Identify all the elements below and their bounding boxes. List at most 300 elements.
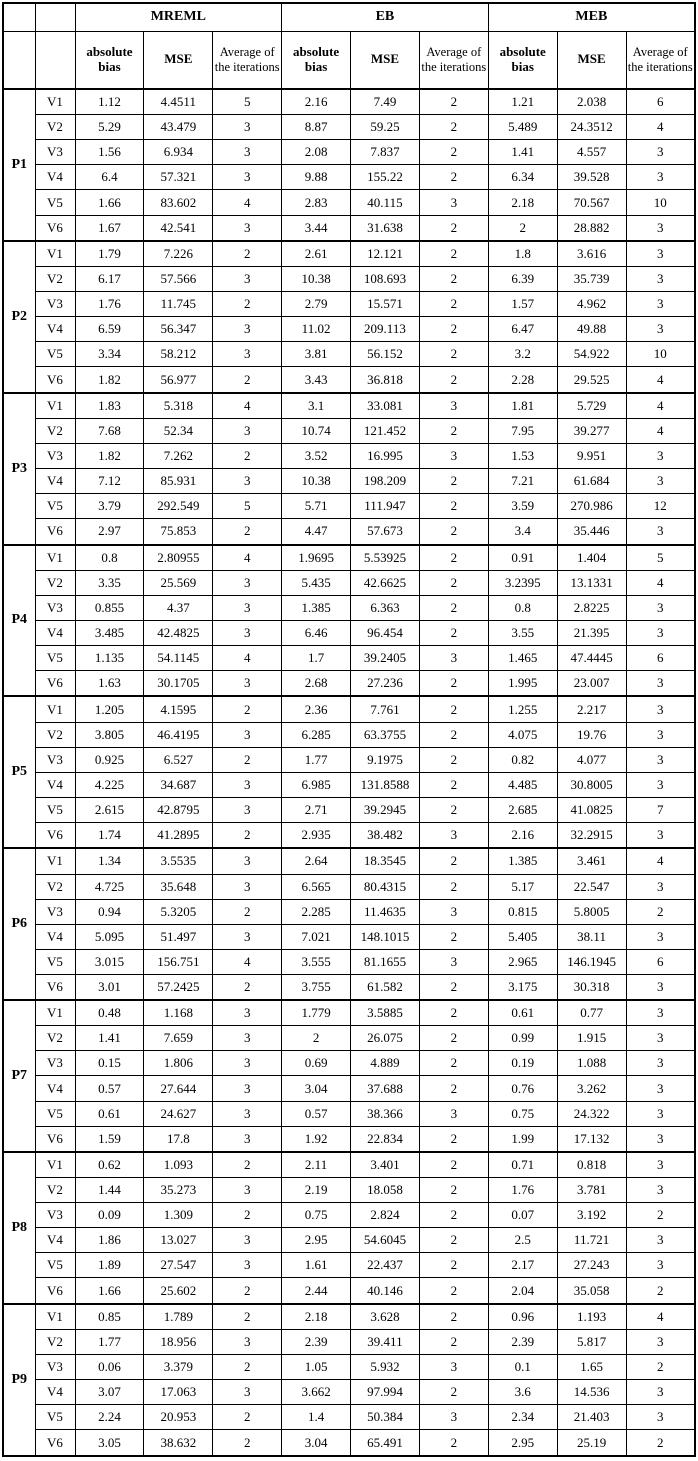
- cell-value: 0.71: [488, 1152, 557, 1178]
- cell-value: 3: [213, 418, 282, 443]
- row-label: V3: [35, 1051, 75, 1076]
- row-label: V6: [35, 215, 75, 241]
- cell-value: 1.093: [144, 1152, 213, 1178]
- cell-value: 1.77: [282, 747, 351, 772]
- cell-value: 1.404: [557, 545, 626, 571]
- cell-value: 32.2915: [557, 822, 626, 848]
- cell-value: 2: [419, 494, 488, 519]
- cell-value: 4: [213, 545, 282, 571]
- cell-value: 2.038: [557, 89, 626, 115]
- cell-value: 25.569: [144, 570, 213, 595]
- cell-value: 2.935: [282, 822, 351, 848]
- cell-value: 6.59: [75, 317, 144, 342]
- row-label: V4: [35, 1228, 75, 1253]
- cell-value: 1.57: [488, 292, 557, 317]
- cell-value: 2.34: [488, 1405, 557, 1430]
- cell-value: 2: [213, 444, 282, 469]
- cell-value: 3.2: [488, 342, 557, 367]
- table-row: [3, 469, 695, 494]
- cell-value: 1.255: [488, 696, 557, 722]
- cell-value: 2.16: [282, 89, 351, 115]
- cell-value: 2: [419, 620, 488, 645]
- cell-value: 2: [213, 1278, 282, 1304]
- table-row: [3, 444, 695, 469]
- cell-value: 57.321: [144, 165, 213, 190]
- cell-value: 209.113: [351, 317, 420, 342]
- subheader-mreml-mse: MSE: [144, 31, 213, 89]
- cell-value: 2.97: [75, 519, 144, 545]
- cell-value: 2: [419, 215, 488, 241]
- cell-value: 1.806: [144, 1051, 213, 1076]
- cell-value: 148.1015: [351, 924, 420, 949]
- cell-value: 36.818: [351, 367, 420, 393]
- results-table: [2, 2, 696, 1457]
- cell-value: 1.74: [75, 822, 144, 848]
- cell-value: 4.962: [557, 292, 626, 317]
- cell-value: 2: [419, 1380, 488, 1405]
- row-label: V1: [35, 1000, 75, 1026]
- cell-value: 30.1705: [144, 671, 213, 697]
- cell-value: 3: [213, 215, 282, 241]
- subheader-meb-mse: MSE: [557, 31, 626, 89]
- cell-value: 2.685: [488, 797, 557, 822]
- table-row: [3, 342, 695, 367]
- row-label: V6: [35, 1430, 75, 1456]
- cell-value: 0.57: [75, 1076, 144, 1101]
- cell-value: 146.1945: [557, 949, 626, 974]
- cell-value: 3: [213, 1126, 282, 1152]
- cell-value: 10: [626, 342, 695, 367]
- cell-value: 2: [488, 215, 557, 241]
- cell-value: 6.527: [144, 747, 213, 772]
- table-row: [3, 1430, 695, 1456]
- cell-value: 3: [626, 772, 695, 797]
- cell-value: 2: [419, 1304, 488, 1330]
- cell-value: 1.67: [75, 215, 144, 241]
- cell-value: 2.36: [282, 696, 351, 722]
- cell-value: 11.721: [557, 1228, 626, 1253]
- cell-value: 19.76: [557, 722, 626, 747]
- cell-value: 4.725: [75, 874, 144, 899]
- cell-value: 2: [419, 1000, 488, 1026]
- cell-value: 131.8588: [351, 772, 420, 797]
- cell-value: 3.781: [557, 1178, 626, 1203]
- cell-value: 3: [626, 444, 695, 469]
- row-label: V6: [35, 671, 75, 697]
- cell-value: 1.83: [75, 393, 144, 419]
- cell-value: 18.956: [144, 1330, 213, 1355]
- row-label: V5: [35, 1405, 75, 1430]
- cell-value: 57.566: [144, 267, 213, 292]
- cell-value: 3.55: [488, 620, 557, 645]
- cell-value: 1.205: [75, 696, 144, 722]
- cell-value: 35.446: [557, 519, 626, 545]
- cell-value: 0.61: [75, 1101, 144, 1126]
- cell-value: 2: [419, 1152, 488, 1178]
- cell-value: 3: [419, 444, 488, 469]
- row-label: V5: [35, 797, 75, 822]
- cell-value: 35.058: [557, 1278, 626, 1304]
- cell-value: 2: [626, 1278, 695, 1304]
- cell-value: 2: [419, 1330, 488, 1355]
- cell-value: 198.209: [351, 469, 420, 494]
- cell-value: 96.454: [351, 620, 420, 645]
- cell-value: 0.815: [488, 899, 557, 924]
- cell-value: 1.9695: [282, 545, 351, 571]
- cell-value: 1.193: [557, 1304, 626, 1330]
- cell-value: 0.07: [488, 1203, 557, 1228]
- cell-value: 2.18: [282, 1304, 351, 1330]
- cell-value: 3.59: [488, 494, 557, 519]
- cell-value: 4.37: [144, 595, 213, 620]
- cell-value: 3: [626, 1051, 695, 1076]
- table-row: [3, 722, 695, 747]
- cell-value: 34.687: [144, 772, 213, 797]
- cell-value: 41.0825: [557, 797, 626, 822]
- cell-value: 51.497: [144, 924, 213, 949]
- corner-cell-variant: [35, 3, 75, 31]
- cell-value: 1.168: [144, 1000, 213, 1026]
- cell-value: 3.01: [75, 974, 144, 1000]
- cell-value: 3: [419, 899, 488, 924]
- cell-value: 3.262: [557, 1076, 626, 1101]
- cell-value: 7.837: [351, 140, 420, 165]
- cell-value: 2: [213, 1304, 282, 1330]
- cell-value: 3: [213, 317, 282, 342]
- cell-value: 13.027: [144, 1228, 213, 1253]
- cell-value: 2: [626, 1203, 695, 1228]
- cell-value: 3.34: [75, 342, 144, 367]
- cell-value: 61.684: [557, 469, 626, 494]
- cell-value: 27.236: [351, 671, 420, 697]
- cell-value: 1.77: [75, 1330, 144, 1355]
- cell-value: 83.602: [144, 190, 213, 215]
- cell-value: 2: [419, 367, 488, 393]
- cell-value: 5: [626, 545, 695, 571]
- cell-value: 57.2425: [144, 974, 213, 1000]
- cell-value: 2: [213, 367, 282, 393]
- cell-value: 2: [419, 140, 488, 165]
- table-row: [3, 1026, 695, 1051]
- cell-value: 3: [626, 1380, 695, 1405]
- cell-value: 2: [626, 899, 695, 924]
- table-row: [3, 140, 695, 165]
- cell-value: 7.12: [75, 469, 144, 494]
- cell-value: 0.85: [75, 1304, 144, 1330]
- cell-value: 3: [419, 393, 488, 419]
- cell-value: 5: [213, 494, 282, 519]
- cell-value: 30.318: [557, 974, 626, 1000]
- row-label: V5: [35, 646, 75, 671]
- cell-value: 7.49: [351, 89, 420, 115]
- cell-value: 3.1: [282, 393, 351, 419]
- cell-value: 0.77: [557, 1000, 626, 1026]
- table-row: [3, 1405, 695, 1430]
- cell-value: 3.04: [282, 1430, 351, 1456]
- cell-value: 1.12: [75, 89, 144, 115]
- subheader-mreml-average-iterations: Average of the iterations: [213, 31, 282, 89]
- cell-value: 2.285: [282, 899, 351, 924]
- cell-value: 1.99: [488, 1126, 557, 1152]
- cell-value: 2: [419, 696, 488, 722]
- cell-value: 41.2895: [144, 822, 213, 848]
- row-label: V4: [35, 165, 75, 190]
- table-row: [3, 570, 695, 595]
- table-row: [3, 89, 695, 115]
- table-row: [3, 949, 695, 974]
- cell-value: 7.226: [144, 241, 213, 267]
- cell-value: 5.3205: [144, 899, 213, 924]
- row-label: V5: [35, 342, 75, 367]
- row-label: V3: [35, 595, 75, 620]
- cell-value: 6.46: [282, 620, 351, 645]
- cell-value: 3: [213, 772, 282, 797]
- cell-value: 2: [419, 570, 488, 595]
- table-row: [3, 924, 695, 949]
- cell-value: 2.04: [488, 1278, 557, 1304]
- table-row: [3, 899, 695, 924]
- sub-header-row: [3, 31, 695, 89]
- cell-value: 21.403: [557, 1405, 626, 1430]
- subheader-eb-mse: MSE: [351, 31, 420, 89]
- cell-value: 3: [626, 1026, 695, 1051]
- cell-value: 0.8: [488, 595, 557, 620]
- cell-value: 22.437: [351, 1253, 420, 1278]
- cell-value: 27.547: [144, 1253, 213, 1278]
- cell-value: 3: [213, 140, 282, 165]
- subheader-meb-absolute-bias: absolute bias: [488, 31, 557, 89]
- cell-value: 3: [213, 671, 282, 697]
- cell-value: 3: [213, 848, 282, 874]
- cell-value: 35.648: [144, 874, 213, 899]
- cell-value: 1.41: [488, 140, 557, 165]
- cell-value: 3: [626, 696, 695, 722]
- cell-value: 3: [213, 165, 282, 190]
- cell-value: 1.385: [282, 595, 351, 620]
- cell-value: 3: [213, 469, 282, 494]
- cell-value: 3: [626, 747, 695, 772]
- cell-value: 6.34: [488, 165, 557, 190]
- cell-value: 18.058: [351, 1178, 420, 1203]
- cell-value: 3.755: [282, 974, 351, 1000]
- cell-value: 3.461: [557, 848, 626, 874]
- cell-value: 6.285: [282, 722, 351, 747]
- table-row: [3, 215, 695, 241]
- row-label: V3: [35, 1355, 75, 1380]
- cell-value: 3.616: [557, 241, 626, 267]
- row-label: V2: [35, 418, 75, 443]
- table-row: [3, 1304, 695, 1330]
- subheader-eb-absolute-bias: absolute bias: [282, 31, 351, 89]
- cell-value: 0.69: [282, 1051, 351, 1076]
- column-group-eb: EB: [282, 3, 489, 31]
- cell-value: 7.68: [75, 418, 144, 443]
- cell-value: 2.44: [282, 1278, 351, 1304]
- cell-value: 2: [282, 1026, 351, 1051]
- cell-value: 2: [419, 115, 488, 140]
- corner-cell-variant-2: [35, 31, 75, 89]
- cell-value: 42.4825: [144, 620, 213, 645]
- cell-value: 2: [213, 899, 282, 924]
- cell-value: 1.4: [282, 1405, 351, 1430]
- cell-value: 17.063: [144, 1380, 213, 1405]
- row-label: V4: [35, 772, 75, 797]
- cell-value: 3: [213, 1051, 282, 1076]
- cell-value: 4.077: [557, 747, 626, 772]
- row-label: V2: [35, 874, 75, 899]
- cell-value: 11.745: [144, 292, 213, 317]
- cell-value: 9.1975: [351, 747, 420, 772]
- table-row: [3, 190, 695, 215]
- cell-value: 2: [419, 1076, 488, 1101]
- cell-value: 2: [419, 1178, 488, 1203]
- table-row: [3, 1278, 695, 1304]
- cell-value: 0.82: [488, 747, 557, 772]
- cell-value: 2.19: [282, 1178, 351, 1203]
- cell-value: 3: [626, 1000, 695, 1026]
- cell-value: 40.115: [351, 190, 420, 215]
- row-label: V4: [35, 924, 75, 949]
- cell-value: 38.11: [557, 924, 626, 949]
- cell-value: 2.824: [351, 1203, 420, 1228]
- table-row: [3, 1126, 695, 1152]
- cell-value: 3.555: [282, 949, 351, 974]
- cell-value: 31.638: [351, 215, 420, 241]
- cell-value: 59.25: [351, 115, 420, 140]
- cell-value: 2: [213, 747, 282, 772]
- cell-value: 1.135: [75, 646, 144, 671]
- row-group-label: P1: [3, 89, 35, 241]
- cell-value: 2: [419, 1051, 488, 1076]
- cell-value: 61.582: [351, 974, 420, 1000]
- cell-value: 4.889: [351, 1051, 420, 1076]
- subheader-meb-average-iterations: Average of the iterations: [626, 31, 695, 89]
- cell-value: 5.729: [557, 393, 626, 419]
- table-header: [3, 3, 695, 89]
- cell-value: 2: [213, 1355, 282, 1380]
- cell-value: 1.86: [75, 1228, 144, 1253]
- cell-value: 27.243: [557, 1253, 626, 1278]
- cell-value: 54.6045: [351, 1228, 420, 1253]
- table-row: [3, 1330, 695, 1355]
- table-row: [3, 393, 695, 419]
- cell-value: 3: [626, 620, 695, 645]
- cell-value: 4: [626, 570, 695, 595]
- cell-value: 2.965: [488, 949, 557, 974]
- cell-value: 3: [213, 267, 282, 292]
- cell-value: 1.465: [488, 646, 557, 671]
- table-row: [3, 595, 695, 620]
- cell-value: 2: [419, 342, 488, 367]
- cell-value: 3: [213, 1076, 282, 1101]
- cell-value: 1.05: [282, 1355, 351, 1380]
- cell-value: 4: [626, 418, 695, 443]
- cell-value: 3.52: [282, 444, 351, 469]
- cell-value: 4.557: [557, 140, 626, 165]
- cell-value: 10.38: [282, 267, 351, 292]
- cell-value: 57.673: [351, 519, 420, 545]
- cell-value: 2: [419, 418, 488, 443]
- cell-value: 3: [626, 1101, 695, 1126]
- cell-value: 52.34: [144, 418, 213, 443]
- cell-value: 2: [419, 671, 488, 697]
- cell-value: 2.61: [282, 241, 351, 267]
- cell-value: 0.09: [75, 1203, 144, 1228]
- cell-value: 3.401: [351, 1152, 420, 1178]
- row-label: V1: [35, 89, 75, 115]
- cell-value: 2.68: [282, 671, 351, 697]
- cell-value: 3: [626, 519, 695, 545]
- table-row: [3, 874, 695, 899]
- cell-value: 16.995: [351, 444, 420, 469]
- cell-value: 56.977: [144, 367, 213, 393]
- cell-value: 4.47: [282, 519, 351, 545]
- cell-value: 0.96: [488, 1304, 557, 1330]
- cell-value: 3: [419, 822, 488, 848]
- row-label: V1: [35, 393, 75, 419]
- cell-value: 42.8795: [144, 797, 213, 822]
- row-label: V6: [35, 519, 75, 545]
- cell-value: 3: [419, 1101, 488, 1126]
- cell-value: 17.132: [557, 1126, 626, 1152]
- cell-value: 4.075: [488, 722, 557, 747]
- cell-value: 2.39: [282, 1330, 351, 1355]
- row-label: V5: [35, 494, 75, 519]
- cell-value: 3: [213, 1000, 282, 1026]
- cell-value: 56.347: [144, 317, 213, 342]
- cell-value: 0.75: [282, 1203, 351, 1228]
- table-row: [3, 620, 695, 645]
- cell-value: 1.81: [488, 393, 557, 419]
- cell-value: 5.405: [488, 924, 557, 949]
- table-row: [3, 696, 695, 722]
- table-row: [3, 519, 695, 545]
- cell-value: 3: [419, 949, 488, 974]
- cell-value: 1.088: [557, 1051, 626, 1076]
- row-label: V2: [35, 1178, 75, 1203]
- cell-value: 2: [213, 1430, 282, 1456]
- cell-value: 2.79: [282, 292, 351, 317]
- cell-value: 2: [626, 1430, 695, 1456]
- cell-value: 4: [213, 949, 282, 974]
- cell-value: 8.87: [282, 115, 351, 140]
- cell-value: 2.5: [488, 1228, 557, 1253]
- cell-value: 42.6625: [351, 570, 420, 595]
- cell-value: 2: [419, 1203, 488, 1228]
- cell-value: 1.34: [75, 848, 144, 874]
- cell-value: 58.212: [144, 342, 213, 367]
- row-label: V2: [35, 1026, 75, 1051]
- cell-value: 1.65: [557, 1355, 626, 1380]
- cell-value: 111.947: [351, 494, 420, 519]
- table-row: [3, 1355, 695, 1380]
- subheader-eb-average-iterations: Average of the iterations: [419, 31, 488, 89]
- table-row: [3, 1000, 695, 1026]
- corner-cell-group-2: [3, 31, 35, 89]
- row-label: V5: [35, 1101, 75, 1126]
- cell-value: 0.75: [488, 1101, 557, 1126]
- cell-value: 2: [213, 1152, 282, 1178]
- table-row: [3, 1178, 695, 1203]
- cell-value: 2.28: [488, 367, 557, 393]
- cell-value: 2.83: [282, 190, 351, 215]
- cell-value: 2: [213, 292, 282, 317]
- cell-value: 37.688: [351, 1076, 420, 1101]
- cell-value: 3: [626, 165, 695, 190]
- cell-value: 2: [419, 772, 488, 797]
- row-label: V6: [35, 1278, 75, 1304]
- table-row: [3, 1203, 695, 1228]
